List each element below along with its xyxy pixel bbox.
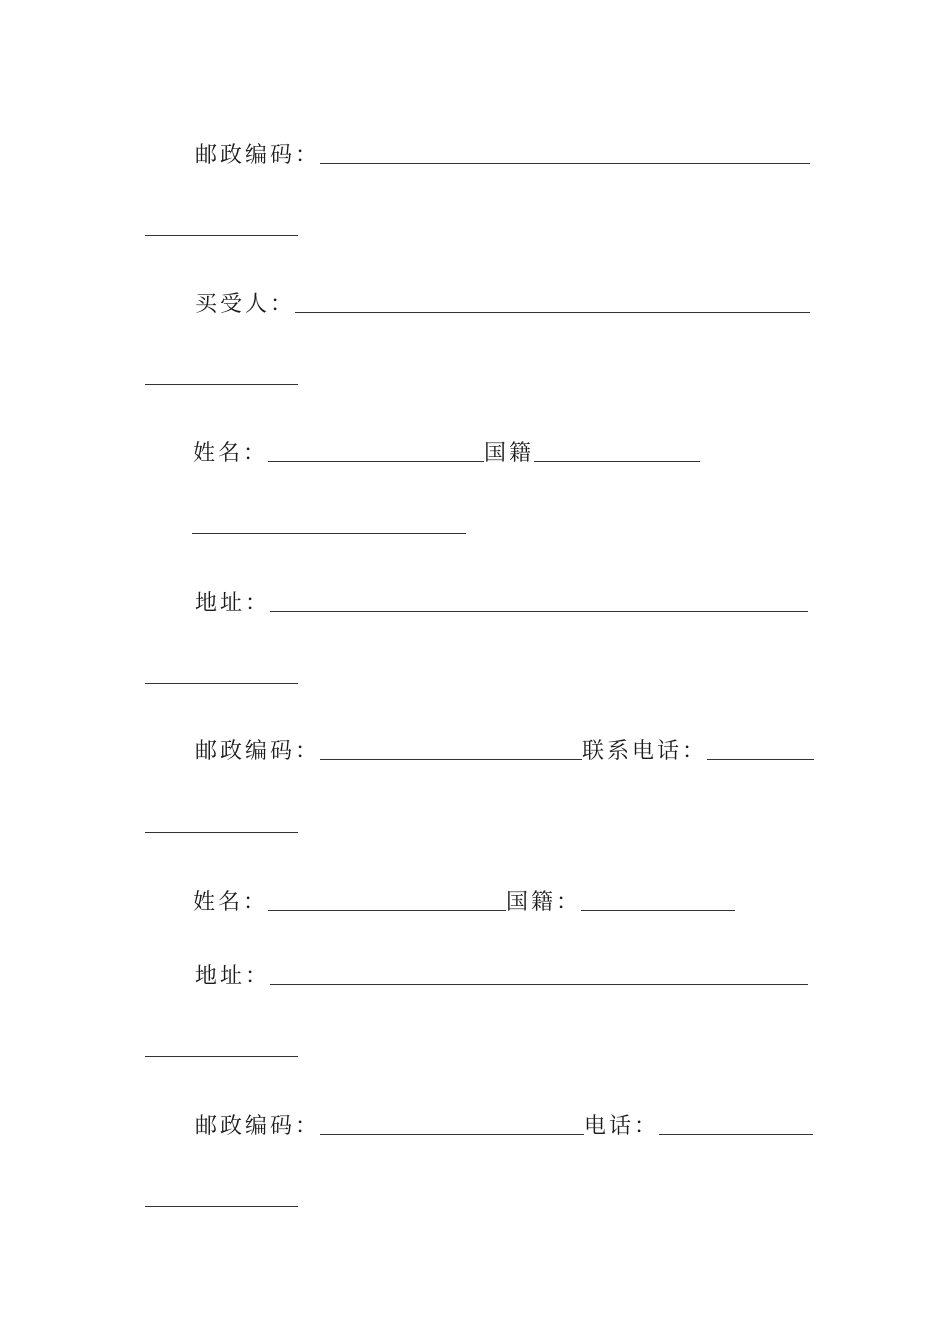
name-label: 姓名： [193,441,269,466]
continuation-line[interactable] [145,235,298,236]
postcode-blank[interactable] [320,1133,584,1135]
postcode-blank[interactable] [320,758,582,760]
postcode-label: 邮政编码： [195,1114,321,1139]
name-label: 姓名： [193,890,269,915]
address-row-2 [195,959,808,990]
postcode-row-2 [195,734,814,765]
name-blank[interactable] [268,909,506,911]
postcode-blank[interactable] [320,162,810,164]
contact-phone-blank[interactable] [707,758,814,760]
address-blank[interactable] [270,610,808,612]
address-label: 地址： [195,964,271,989]
continuation-line[interactable] [145,832,298,833]
buyer-blank[interactable] [295,311,810,313]
continuation-line[interactable] [145,384,298,385]
postcode-row-1 [195,138,810,169]
name-row-1 [193,436,700,467]
phone-blank[interactable] [659,1133,813,1135]
contact-phone-label: 联系电话： [582,739,708,764]
address-label: 地址： [195,591,271,616]
nationality-label: 国籍： [506,890,582,915]
buyer-row [195,287,810,318]
postcode-label: 邮政编码： [195,739,321,764]
nationality-label: 国籍 [484,441,535,466]
phone-label: 电话： [584,1114,660,1139]
nationality-blank[interactable] [534,460,700,462]
address-row-1 [195,586,808,617]
continuation-line[interactable] [145,683,298,684]
address-blank[interactable] [270,983,808,985]
nationality-blank[interactable] [581,909,735,911]
continuation-line[interactable] [145,1206,298,1207]
continuation-line[interactable] [145,1056,298,1057]
name-blank[interactable] [268,460,484,462]
continuation-line[interactable] [192,533,466,534]
postcode-label: 邮政编码： [195,143,321,168]
postcode-row-3 [195,1109,813,1140]
name-row-2 [193,885,735,916]
buyer-label: 买受人： [195,292,296,317]
